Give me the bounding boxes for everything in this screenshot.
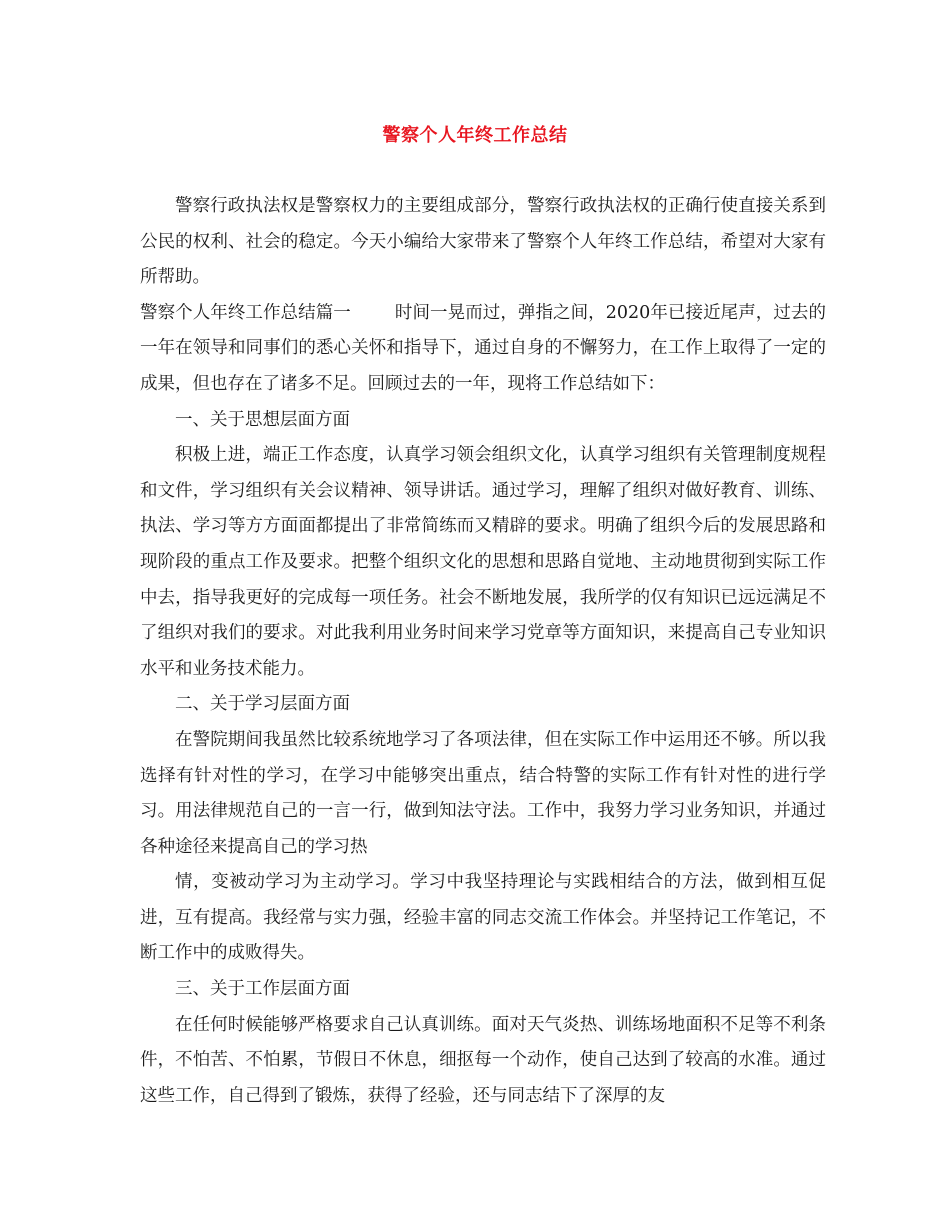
section-body-thought: 积极上进，端正工作态度，认真学习领会组织文化，认真学习组织有关管理制度规程和文件，学习组织有关会议精神、领导讲话。通过学习，理解了组织对做好教育、训练、执法、学习等方方面面都提出了非常简练而又精辟的要求。明确了组织今后的发展思路和现阶段的重点工作及要求。把整个组织文化的思想和思路自觉地、主动地贯彻到实际工作中去，指导我更好的完成每一项任务。社会不断地发展，我所学的仅有知识已远远满足不了组织对我们的要求。对此我利用业务时间来学习党章等方面知识，来提高自己专业知识水平和业务技术能力。 (140, 445, 826, 679)
part-one-text: 时间一晃而过，弹指之间，2020年已接近尾声，过去的一年在领导和同事们的悉心关怀和指导下，通过自身的不懈努力，在工作上取得了一定的成果，但也存在了诸多不足。回顾过去的一年，现将工作总结如下： (140, 302, 826, 394)
part-one-label: 警察个人年终工作总结篇一 (140, 302, 351, 323)
section-body-work: 在任何时候能够严格要求自己认真训练。面对天气炎热、训练场地面积不足等不利条件，不怕苦、不怕累，节假日不休息，细抠每一个动作，使自己达到了较高的水准。通过这些工作，自己得到了锻炼，获得了经验，还与同志结下了深厚的友 (140, 1014, 826, 1106)
part-one-paragraph (140, 296, 826, 403)
section-heading-thought: 一、关于思想层面方面 (175, 409, 350, 430)
document-body (140, 189, 826, 1114)
section-heading-work: 三、关于工作层面方面 (175, 979, 350, 1000)
section-body-study-continued: 情，变被动学习为主动学习。学习中我坚持理论与实践相结合的方法，做到相互促进，互有提高。我经常与实力强，经验丰富的同志交流工作体会。并坚持记工作笔记，不断工作中的成败得失。 (140, 872, 826, 964)
document-title: 警察个人年终工作总结 (382, 125, 568, 146)
intro-paragraph: 警察行政执法权是警察权力的主要组成部分，警察行政执法权的正确行使直接关系到公民的权利、社会的稳定。今天小编给大家带来了警察个人年终工作总结，希望对大家有所帮助。 (140, 196, 826, 288)
section-body-study: 在警院期间我虽然比较系统地学习了各项法律，但在实际工作中运用还不够。所以我选择有针对性的学习，在学习中能够突出重点，结合特警的实际工作有针对性的进行学习。用法律规范自己的一言一行，做到知法守法。工作中，我努力学习业务知识，并通过各种途径来提高自己的学习热 (140, 729, 826, 857)
section-heading-study: 二、关于学习层面方面 (175, 694, 350, 715)
